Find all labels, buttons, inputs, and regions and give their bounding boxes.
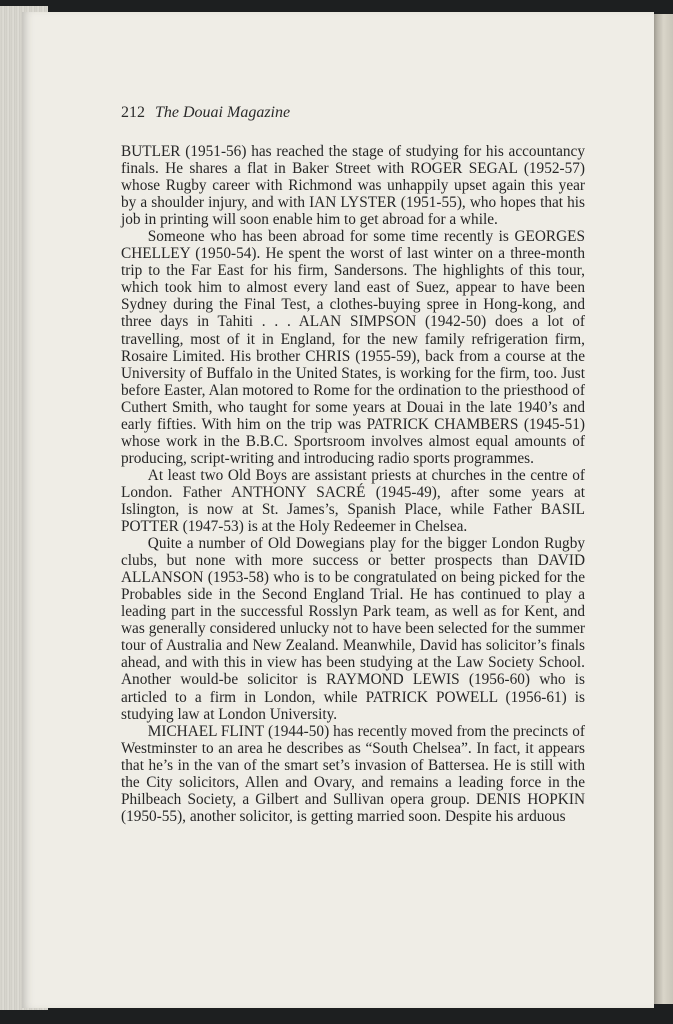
page-number: 212	[121, 104, 145, 121]
facing-page-edge	[652, 14, 673, 1004]
magazine-title: The Douai Magazine	[155, 104, 291, 121]
paragraph-butler: BUTLER (1951-56) has reached the stage of studying for his accountancy finals. He shares a flat in Baker Street with ROGER SEGAL (1952-57) whose Rugby career with Richmond was unhappily upset again this year by a shoulder injury, and with IAN LYSTER (1951-55), who hopes that his job in printing will soon enable him to get abroad for a while.	[121, 143, 585, 229]
paragraph-flint: MICHAEL FLINT (1944-50) has recently moved from the precincts of Westminster to an area he describes as “South Chelsea”. In fact, it appears that he’s in the van of the smart set’s invasion of Battersea. He is still with the City solicitors, Allen and Ovary, and remains a leading force in the Philbeach Society, a Gilbert and Sullivan opera group. DENIS HOPKIN (1950-55), another solicitor, is getting married soon. Despite his arduous	[121, 722, 585, 825]
paragraph-chelley: Someone who has been abroad for some time recently is GEORGES CHELLEY (1950-54). He spent the worst of last winter on a three-month trip to the Far East for his firm, Sandersons. The highlights of this tour, which took him to almost every land east of Suez, appear to have been Sydney during the Final Test, a clothes-buying spree in Hong-kong, and three days in Tahiti . . . ALAN SIMPSON (1942-50) does a lot of travelling, most of it in England, for the new family refrigeration firm, Rosaire Limited. His brother CHRIS (1955-59), back from a course at the University of Buffalo in the United States, is working for the firm, too. Just before Easter, Alan motored to Rome for the ordination to the priesthood of Cuthert Smith, who taught for some years at Douai in the late 1940’s and early fifties. With him on the trip was PATRICK CHAMBERS (1945-51) whose work in the B.B.C. Sportsroom involves almost equal amounts of producing, script-writing and introducing radio sports programmes.	[121, 228, 585, 467]
paragraph-rugby: Quite a number of Old Dowegians play for the bigger London Rugby clubs, but none with more success or better prospects than DAVID ALLANSON (1953-58) who is to be congratulated on being picked for the Probables side in the Second England Trial. He has continued to play a leading part in the successful Rosslyn Park team, as well as for Kent, and was generally considered unlucky not to have been selected for the summer tour of Australia and New Zealand. Meanwhile, David has solicitor’s finals ahead, and with this in view has been studying at the Law Society School. Another would-be solicitor is RAYMOND LEWIS (1956-60) who is articled to a firm in London, while PATRICK POWELL (1956-61) is studying law at London University.	[121, 535, 585, 723]
article-body	[121, 143, 585, 825]
paragraph-priests: At least two Old Boys are assistant priests at churches in the centre of London. Father ANTHONY SACRÉ (1945-49), after some years at Islington, is now at St. James’s, Spanish Place, while Father BASIL POTTER (1947-53) is at the Holy Redeemer in Chelsea.	[121, 466, 585, 536]
running-header	[121, 104, 290, 122]
